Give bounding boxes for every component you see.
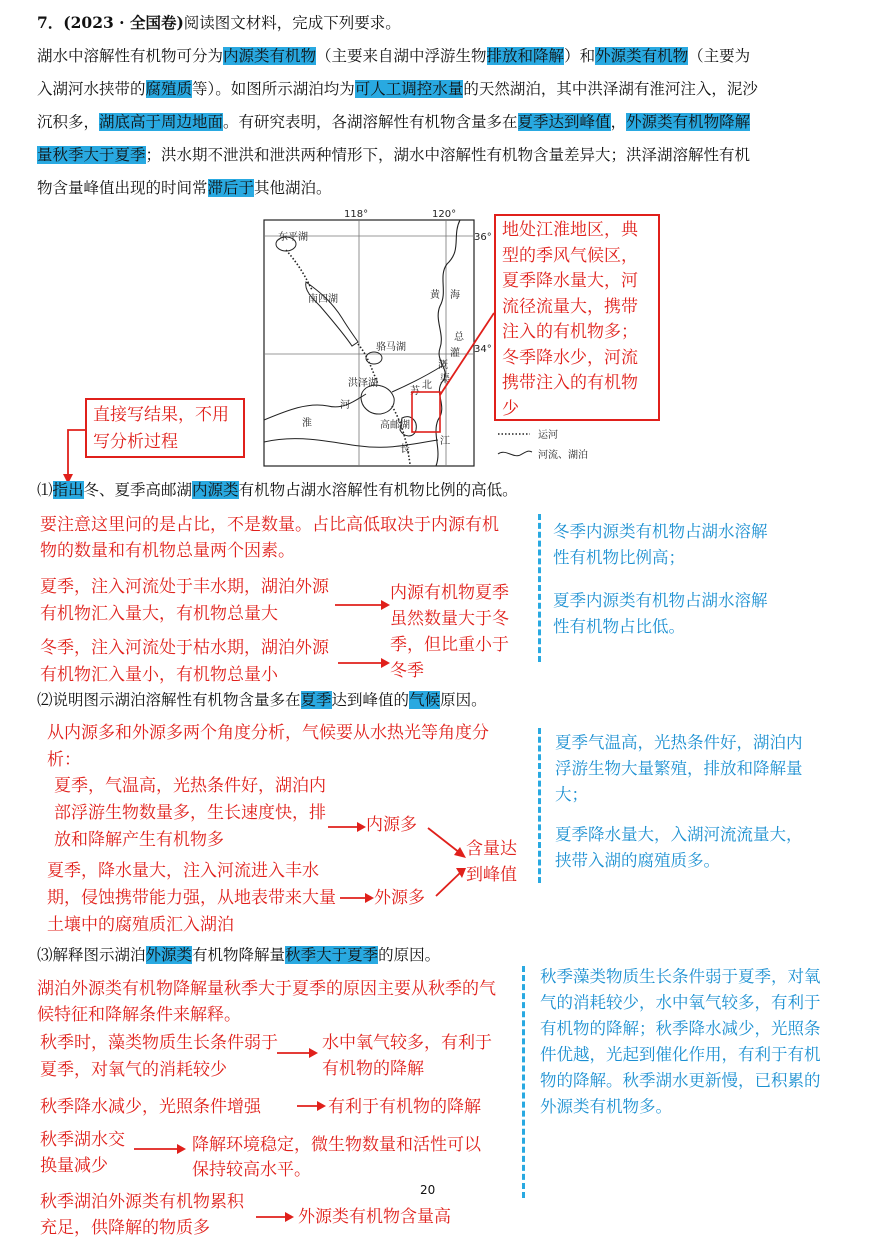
q1-note: 要注意这里问的是占比，不是数量。占比高低取决于内源有机物的数量和有机物总量两个因素。 [40, 515, 499, 561]
stem-text: ）和 [564, 47, 596, 65]
q3-result-1: 水中氧气较多，有利于有机物的降解 [322, 1033, 492, 1079]
q3-text: 解释图示湖泊 [52, 946, 146, 964]
highlight: 内源类 [192, 481, 239, 499]
q3-reason-4: 秋季湖泊外源类有机物累积充足，供降解的物质多 [40, 1192, 244, 1238]
q3-answer: 秋季藻类物质生长条件弱于夏季，对氧气的消耗较少，水中氧气较多，有利于有机物的降解；秋季降水减少，光照条件优越，光起到催化作用，有利于有机物的降解。秋季湖水更新慢，已积累的外源类有机物多。 [540, 967, 821, 1116]
q3-note: 湖泊外源类有机物降解量秋季大于夏季的原因主要从秋季的气候特征和降解条件来解释。 [37, 979, 496, 1025]
lat-36-label: 36° [474, 232, 492, 243]
q2-inner-label: 内源多 [366, 815, 417, 835]
stem-text: （主要为 [688, 47, 751, 65]
q1-answer-1: 冬季内源类有机物占湖水溶解性有机物比例高； [553, 522, 768, 567]
luoma-label: 骆马湖 [376, 342, 406, 353]
q2-answer-2: 夏季降水量大，入湖河流流量大，挟带入湖的腐殖质多。 [555, 825, 803, 870]
q1-answer-2: 夏季内源类有机物占湖水溶解性有机物占比低。 [553, 591, 768, 636]
highlight: 排放和降解 [486, 47, 565, 65]
lat-34-label: 34° [474, 344, 492, 355]
question-2 [37, 689, 837, 711]
q3-text: 的原因。 [378, 946, 441, 964]
q3-text: 有机物降解量 [192, 946, 286, 964]
q2-outer-analysis: 夏季，降水量大，注入河流进入丰水期，侵蚀携带能力强，从地表带来大量土壤中的腐殖质汇入湖泊 [47, 861, 336, 935]
highlight: 外源类有机物 [595, 47, 689, 65]
q1-answer-divider [538, 514, 541, 662]
highlight: 夏季达到峰值 [517, 113, 611, 131]
stem-text: 物含量峰值出现的时间常 [37, 179, 208, 197]
q3-arrowhead-2 [317, 1101, 326, 1111]
stem-text: 沉积多， [37, 113, 100, 131]
q2-answer-1: 夏季气温高，光热条件好，湖泊内浮游生物大量繁殖，排放和降解量大； [555, 733, 803, 804]
highlight: 湖底高于周边地面 [99, 113, 224, 131]
q3-reason-1: 秋季时，藻类物质生长条件弱于夏季，对氧气的消耗较少 [40, 1033, 278, 1080]
highlight: 量秋季大于夏季 [37, 146, 146, 164]
highlight: 滞后于 [207, 179, 255, 197]
question-3 [37, 944, 837, 966]
q1-summer-analysis: 夏季，注入河流处于丰水期，湖泊外源有机物汇入量大，有机物总量大 [40, 577, 329, 624]
legend-river-label: 河流、湖泊 [538, 450, 588, 461]
q3-reason-2: 秋季降水减少，光照条件增强 [40, 1097, 261, 1117]
legend-canal-label: 运河 [538, 430, 558, 441]
q2-text: 说明图示湖泊溶解性有机物含量多在 [52, 691, 301, 709]
q3-arrowhead-3 [177, 1144, 186, 1154]
direct-note-box: 直接写结果，不用写分析过程 [85, 398, 245, 458]
q2-text: 原因。 [440, 691, 487, 709]
highlight: 秋季大于夏季 [285, 946, 379, 964]
highlight: 气候 [409, 691, 441, 709]
stem-text: ， [610, 113, 627, 131]
huai-label: 淮 [302, 418, 312, 429]
q2-arrowhead-inner [357, 822, 366, 832]
q1-conclusion: 内源有机物夏季虽然数量大于冬季，但比重小于冬季 [390, 583, 509, 681]
q3-arrowhead-1 [309, 1048, 318, 1058]
q2-text: 达到峰值的 [331, 691, 410, 709]
changjiang-chang-label: 长 [400, 444, 410, 455]
subei-su-label: 苏 [410, 386, 420, 397]
highlight: 外源类有机物降解 [626, 113, 751, 131]
stem-text: 入湖河水挟带的 [37, 80, 146, 98]
stem-text: 的天然湖泊，其中洪泽湖有淮河注入，泥沙 [463, 80, 758, 98]
canal-zong-label: 总 [454, 332, 464, 343]
instruction: 阅读图文材料，完成下列要求。 [183, 14, 401, 32]
q1-arrowhead-winter [381, 658, 390, 668]
canal-fei-label: 溉 [438, 360, 448, 371]
subei-bei-label: 北 [422, 380, 432, 391]
q1-text: 有机物占湖水溶解性有机物比例的高低。 [238, 481, 518, 499]
highlight: 外源类 [145, 946, 193, 964]
highlight: 腐殖质 [145, 80, 193, 98]
canal-guan-label: 灌 [450, 348, 460, 359]
stem-text: （主要来自湖中浮游生物 [316, 47, 487, 65]
stem-text: 。有研究表明，各湖溶解性有机物含量多在 [223, 113, 518, 131]
huanghai-label-2: 海 [450, 290, 460, 301]
q1-arrowhead-summer [381, 600, 390, 610]
highlight: 内源类有机物 [223, 47, 317, 65]
q2-peak-label: 含量达到峰值 [466, 839, 517, 885]
gaoyou-label: 高邮湖 [380, 420, 410, 431]
q2-arrowhead-outer [365, 893, 374, 903]
highlight: 可人工调控水量 [354, 80, 464, 98]
q2-number: ⑵ [37, 691, 53, 709]
q2-arrow-peak-1 [428, 828, 460, 853]
map-note-box: 地处江淮地区，典型的季风气候区，夏季降水量大，河流径流量大，携带注入的有机物多；冬季降水少，河流携带注入的有机物少 [494, 214, 660, 421]
q3-result-2: 有利于有机物的降解 [328, 1097, 481, 1117]
q3-result-4: 外源类有机物含量高 [298, 1207, 451, 1227]
highlight: 夏季 [300, 691, 332, 709]
stem-text: 湖水中溶解性有机物可分为 [37, 47, 224, 65]
question-number: 7． [37, 13, 64, 32]
q1-text: 冬、夏季高邮湖 [83, 481, 193, 499]
question-1 [37, 479, 837, 501]
lon-118-label: 118° [344, 209, 369, 220]
q2-answer-divider [538, 728, 541, 883]
page-number: 20 [420, 1183, 436, 1197]
q2-inner-analysis: 夏季，气温高，光热条件好，湖泊内部浮游生物数量多，生长速度快，排放和降解产生有机物多 [54, 776, 326, 850]
q3-arrowhead-4 [285, 1212, 294, 1222]
stem-text: 其他湖泊。 [254, 179, 332, 197]
highlight: 指出 [52, 481, 84, 499]
q3-number: ⑶ [37, 946, 53, 964]
stem-text: ；洪水期不泄洪和泄洪两种情形下，湖水中溶解性有机物含量差异大；洪泽湖溶解性有机 [145, 146, 751, 164]
q2-note: 从内源多和外源多两个角度分析，气候要从水热光等角度分析： [47, 723, 489, 770]
q3-answer-divider [522, 966, 525, 1198]
question-source: (2023 · 全国卷) [63, 13, 184, 32]
direct-note-line [68, 430, 85, 480]
huai-he-label: 河 [340, 400, 350, 411]
lon-120-label: 120° [432, 209, 457, 220]
nansi-label: 南四湖 [308, 294, 338, 305]
q3-reason-3: 秋季湖水交换量减少 [40, 1130, 125, 1176]
canal-qu-label: 渠 [440, 374, 450, 385]
q2-outer-label: 外源多 [374, 888, 425, 908]
huanghai-label-1: 黄 [430, 290, 440, 301]
stem-text: 等）。如图所示湖泊均为 [192, 80, 355, 98]
q1-number: ⑴ [37, 481, 53, 499]
q2-arrow-peak-2 [436, 873, 460, 896]
changjiang-jiang-label: 江 [440, 436, 450, 447]
map-note-line [440, 313, 494, 395]
dongping-label: 东平湖 [278, 232, 308, 243]
q1-winter-analysis: 冬季，注入河流处于枯水期，湖泊外源有机物汇入量小，有机物总量小 [40, 638, 329, 685]
q3-result-3: 降解环境稳定，微生物数量和活性可以保持较高水平。 [192, 1135, 481, 1180]
hongze-label: 洪泽湖 [348, 378, 378, 389]
